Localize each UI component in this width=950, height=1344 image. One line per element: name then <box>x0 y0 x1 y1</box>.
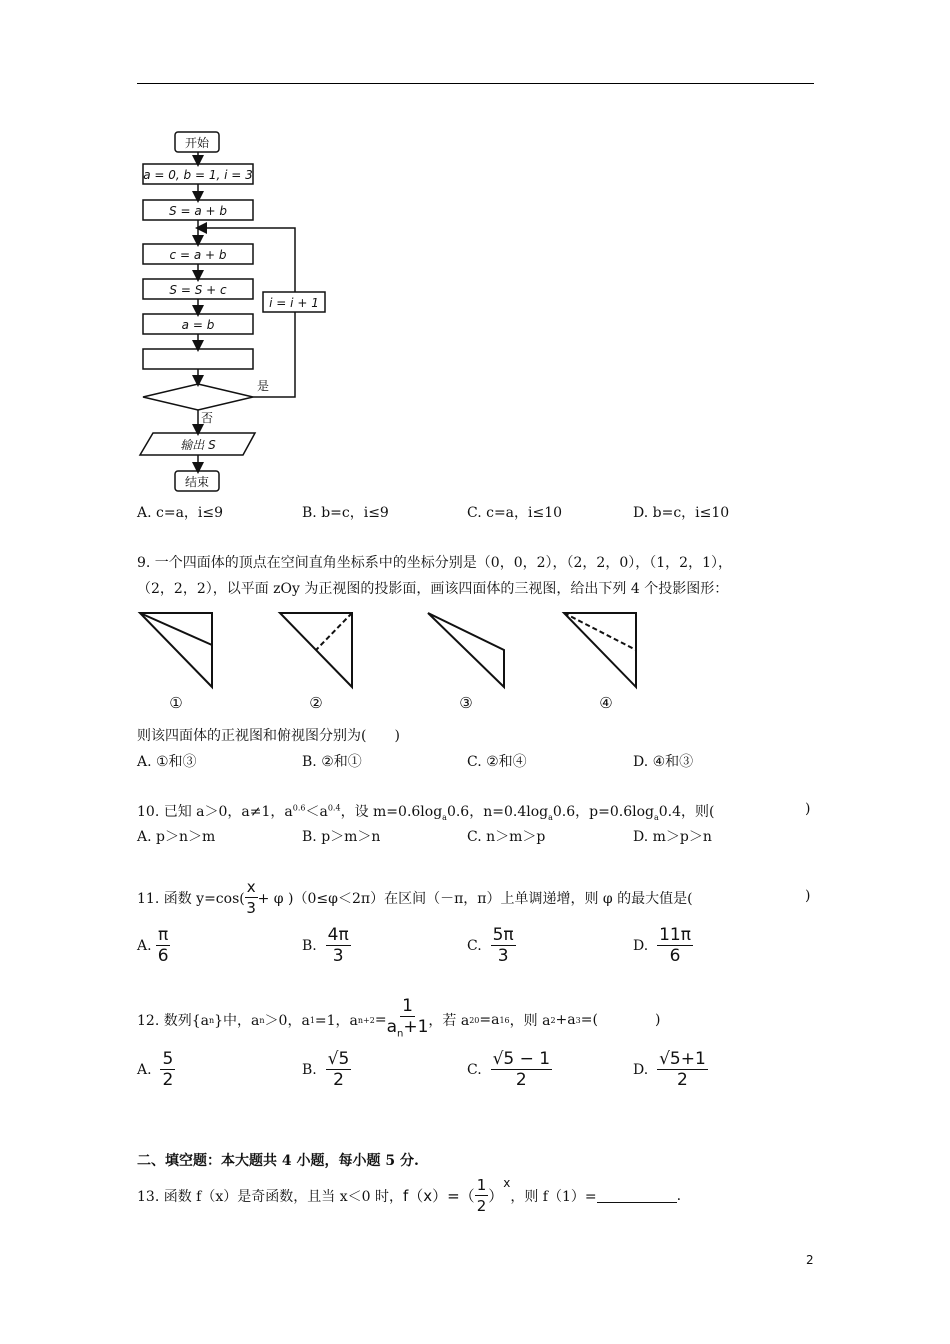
figure-4 <box>564 613 636 687</box>
figure-2-label: ② <box>309 694 323 712</box>
c-step-label: c = a + b <box>169 248 227 262</box>
q12-option-a: A. $\frac{5}{2}$ <box>137 1049 174 1090</box>
q9-option-d: D. ④和③ <box>633 754 694 770</box>
inc-label: i = i + 1 <box>269 296 319 310</box>
q9-line1: 9. 一个四面体的顶点在空间直角坐标系中的坐标分别是（0，0，2），（2，2，0），（1，2，1）， <box>137 555 732 571</box>
q8-option-a: A. c=a，i≤9 <box>137 505 224 521</box>
q10-option-d: D. m＞p＞n <box>633 829 712 845</box>
a-step-label: a = b <box>181 318 215 332</box>
q12-stem: 12. 数列{a n }中，a n ＞0，a 1 =1，a n+2 = $\frac{1}{a_n+1}$ ，若 a 20 =a 16 ，则 a 2 +a 3 =( <box>137 996 598 1040</box>
s-step-label: S = S + c <box>169 283 227 297</box>
q10-stem: 10. 已知 a＞0，a≠1，$a^{0.6}<a^{0.4}$，设 $m=0.6\log_a0.6$，$n=0.4\log_a0.6$，$p=0.6\log_a0.4$，则( <box>137 803 715 822</box>
figure-3-label: ③ <box>459 694 473 712</box>
q9-option-c: C. ②和④ <box>467 754 527 770</box>
q9-line2: （2，2，2），以平面 zOy 为正视图的投影面，画该四面体的三视图，给出下列 4 个投影图形： <box>137 581 729 597</box>
q9-option-b: B. ②和① <box>302 754 362 770</box>
q8-option-b: B. b=c，i≤9 <box>302 505 389 521</box>
decision-diamond <box>143 384 253 410</box>
figure-3 <box>428 613 504 687</box>
q11-close-paren: ) <box>805 888 811 904</box>
q10-option-a: A. p＞n＞m <box>137 829 216 845</box>
q11-option-b: B. $\frac{4\pi}{3}$ <box>302 925 349 966</box>
q12-close-paren: ) <box>655 1012 661 1028</box>
q9-option-a: A. ①和③ <box>137 754 197 770</box>
figure-1-label: ① <box>169 694 183 712</box>
q10-close-paren: ) <box>805 801 811 817</box>
init-label: a = 0, b = 1, i = 3 <box>143 168 253 182</box>
q12-option-d: D. $\frac{√5+1}{2}$ <box>633 1049 706 1090</box>
page-number: 2 <box>806 1253 814 1267</box>
q10-option-b: B. p＞m＞n <box>302 829 381 845</box>
output-label: 输出 S <box>180 438 216 452</box>
q13-answer-blank[interactable] <box>597 1188 677 1203</box>
yes-label: 是 <box>256 379 270 393</box>
figure-2 <box>280 613 352 687</box>
q11-option-d: D. $\frac{11\pi}{6}$ <box>633 925 691 966</box>
q13-stem: 13. 函数 f（x）是奇函数，且当 x＜0 时， f（x）=（ $\frac{1}{2}$ ） x ，则 f（1）= . <box>137 1176 682 1215</box>
figure-1 <box>140 613 212 687</box>
projection-figures <box>130 605 650 715</box>
q10-option-c: C. n＞m＞p <box>467 829 546 845</box>
q8-option-d: D. b=c，i≤10 <box>633 505 730 521</box>
blank-box <box>143 349 253 369</box>
figure-4-label: ④ <box>599 694 613 712</box>
header-rule <box>137 83 814 84</box>
q8-option-c: C. c=a，i≤10 <box>467 505 563 521</box>
q12-option-c: C. $\frac{√5 - 1}{2}$ <box>467 1049 551 1090</box>
q11-stem: 11. 函数 y=cos( $\frac{x}{3}$ + φ )（0≤φ＜2π）在区间（－π，π）上单调递增，则 φ 的最大值是( <box>137 878 693 917</box>
end-label: 结束 <box>184 475 210 489</box>
start-label: 开始 <box>184 136 210 150</box>
flowchart <box>130 128 340 496</box>
q12-option-b: B. $\frac{√5}{2}$ <box>302 1049 350 1090</box>
s-init-label: S = a + b <box>169 204 227 218</box>
q11-option-a: A. $\frac{\pi}{6}$ <box>137 925 169 966</box>
no-label: 否 <box>200 411 214 425</box>
q11-option-c: C. $\frac{5\pi}{3}$ <box>467 925 514 966</box>
q9-question: 则该四面体的正视图和俯视图分别为( ) <box>137 728 400 744</box>
section-2-heading: 二、填空题：本大题共 4 小题，每小题 5 分. <box>137 1153 419 1169</box>
